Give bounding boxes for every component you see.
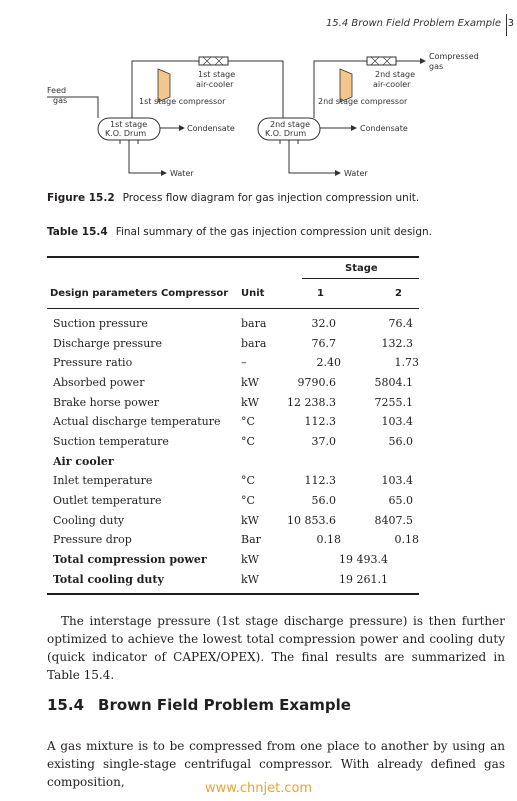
drum-2-label: 2nd stage bbox=[270, 120, 310, 129]
table-row: Actual discharge temperature °C 112.3 103.4 bbox=[53, 415, 413, 428]
total-row: Total compression power kW 19 493.4 bbox=[53, 553, 388, 566]
stage-header: Stage bbox=[345, 263, 378, 274]
table-caption bbox=[47, 226, 487, 238]
table-row: Discharge pressure bara 76.7 132.3 bbox=[53, 337, 413, 350]
column-header-param: Design parameters Compressor bbox=[50, 288, 229, 299]
drum-1-label-2: K.O. Drum bbox=[105, 129, 147, 138]
stage1-discharge-line bbox=[228, 61, 283, 118]
condensate-2-label: Condensate bbox=[360, 124, 408, 133]
figure-caption bbox=[47, 192, 487, 204]
drum-1-label: 1st stage bbox=[110, 120, 148, 129]
section-number: 15.4 bbox=[47, 696, 85, 714]
table-row: Pressure drop Bar 0.18 0.18 bbox=[53, 533, 419, 546]
air-cooler-1-icon bbox=[199, 57, 228, 65]
table-bottom-rule bbox=[47, 593, 419, 595]
feed-gas-label: Feed bbox=[47, 86, 67, 95]
compressor-2-label: 2nd stage compressor bbox=[318, 97, 408, 106]
table-row: Suction pressure bara 32.0 76.4 bbox=[53, 317, 413, 330]
condensate-1-label: Condensate bbox=[187, 124, 235, 133]
table-row: Absorbed power kW 9790.6 5804.1 bbox=[53, 376, 413, 389]
water-1-label: Water bbox=[170, 169, 194, 178]
section-title: Brown Field Problem Example bbox=[98, 696, 351, 714]
cooler-1-label: 1st stage bbox=[198, 70, 236, 79]
compressed-gas-label-2: gas bbox=[429, 62, 444, 71]
page-number: 3 bbox=[507, 18, 514, 29]
water1-line bbox=[129, 140, 166, 173]
cooler-2-label-2: air-cooler bbox=[373, 80, 411, 89]
column-header-stage1: 1 bbox=[317, 288, 324, 299]
body-paragraph: The interstage pressure (1st stage discharge pressure) is then further optimized to achieve the lowest total compression power and cooling duty (quick indicator of CAPEX/OPEX). The final results are summarized in Table 15.4. bbox=[47, 614, 505, 682]
total-row: Total cooling duty kW 19 261.1 bbox=[53, 573, 388, 586]
drum-2-label-2: K.O. Drum bbox=[265, 129, 307, 138]
compressed-gas-label: Compressed bbox=[429, 52, 479, 61]
air-cooler-2-icon bbox=[367, 57, 396, 65]
figure-label: Figure 15.2 bbox=[47, 192, 115, 204]
table-top-rule bbox=[47, 256, 419, 258]
figure-caption-text: Process flow diagram for gas injection compression unit. bbox=[122, 192, 420, 204]
table-row: Cooling duty kW 10 853.6 8407.5 bbox=[53, 514, 413, 527]
section-heading bbox=[47, 696, 351, 714]
column-header-unit: Unit bbox=[241, 288, 265, 299]
body-paragraph-2: A gas mixture is to be compressed from one place to another by using an existing single-stage centrifugal compressor. With already defined gas composition, bbox=[47, 739, 505, 789]
watermark: www.chnjet.com bbox=[205, 781, 313, 796]
stage-rule bbox=[302, 278, 419, 279]
table-row: Inlet temperature °C 112.3 103.4 bbox=[53, 474, 413, 487]
table-label: Table 15.4 bbox=[47, 226, 108, 238]
table-row: Outlet temperature °C 56.0 65.0 bbox=[53, 494, 413, 507]
air-cooler-heading: Air cooler bbox=[53, 455, 114, 468]
compressor-1-label: 1st stage compressor bbox=[139, 97, 226, 106]
table-row: Brake horse power kW 12 238.3 7255.1 bbox=[53, 396, 413, 409]
column-header-stage2: 2 bbox=[395, 288, 402, 299]
table-row: Suction temperature °C 37.0 56.0 bbox=[53, 435, 413, 448]
table-row: Pressure ratio – 2.40 1.73 bbox=[53, 356, 419, 369]
cooler-1-label-2: air-cooler bbox=[196, 80, 234, 89]
water2-line bbox=[289, 140, 340, 173]
running-head: 15.4 Brown Field Problem Example bbox=[325, 18, 501, 29]
cooler-2-label: 2nd stage bbox=[375, 70, 415, 79]
table-caption-text: Final summary of the gas injection compression unit design. bbox=[115, 226, 432, 238]
water-2-label: Water bbox=[344, 169, 368, 178]
feed-gas-label-2: gas bbox=[53, 96, 68, 105]
header-rule bbox=[47, 308, 419, 309]
process-flow-diagram bbox=[0, 42, 517, 187]
